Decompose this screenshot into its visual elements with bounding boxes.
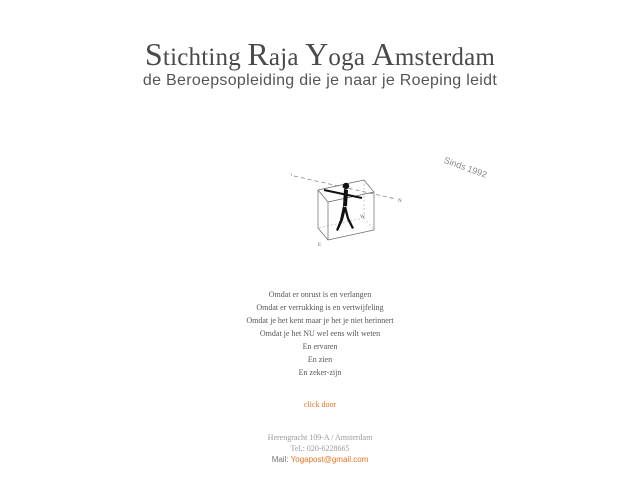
footer-address: Herengracht 109-A / Amsterdam xyxy=(267,433,373,442)
yoga-figure-svg xyxy=(288,166,408,252)
title-word-yoga: Yoga xyxy=(305,36,366,72)
yoga-figure-in-cube-icon xyxy=(288,166,408,252)
figure-label-bottom: E xyxy=(318,243,322,248)
poem-line: Omdat er verrukking is en vertwijfeling xyxy=(256,303,384,312)
click-door-container xyxy=(0,394,640,412)
title-word-stichting: Stichting xyxy=(144,36,241,72)
footer xyxy=(0,432,640,466)
click-door-link[interactable]: click door xyxy=(303,400,337,409)
poem-line: En zeker-zijn xyxy=(298,368,342,377)
footer-phone: Tel.: 020-6228665 xyxy=(290,444,350,453)
page-subtitle: de Beroepsopleiding die je naar je Roeping leidt xyxy=(142,72,498,89)
figure-label-mid: W xyxy=(360,215,365,220)
poem-line: Omdat je het kent maar je het je niet herinnert xyxy=(246,316,394,325)
poem-line: En zien xyxy=(307,355,333,364)
since-label: Sinds 1992 xyxy=(442,155,489,180)
footer-mail-label: Mail: xyxy=(271,455,291,464)
page-title xyxy=(0,38,640,74)
title-word-raja: Raja xyxy=(247,36,299,72)
poem-line: Omdat je het NU wel eens wilt weten xyxy=(259,329,381,338)
poem-line: En ervaren xyxy=(302,342,338,351)
poem-line: Omdat er onrust is en verlangen xyxy=(268,290,372,299)
figure-label-right: N xyxy=(398,199,402,204)
title-word-amsterdam: Amsterdam xyxy=(371,36,496,72)
footer-mail-link[interactable]: Yogapost@gmail.com xyxy=(290,455,369,464)
footer-mail xyxy=(0,454,640,466)
figure-label-left: ı xyxy=(291,173,293,178)
poem xyxy=(0,288,640,379)
